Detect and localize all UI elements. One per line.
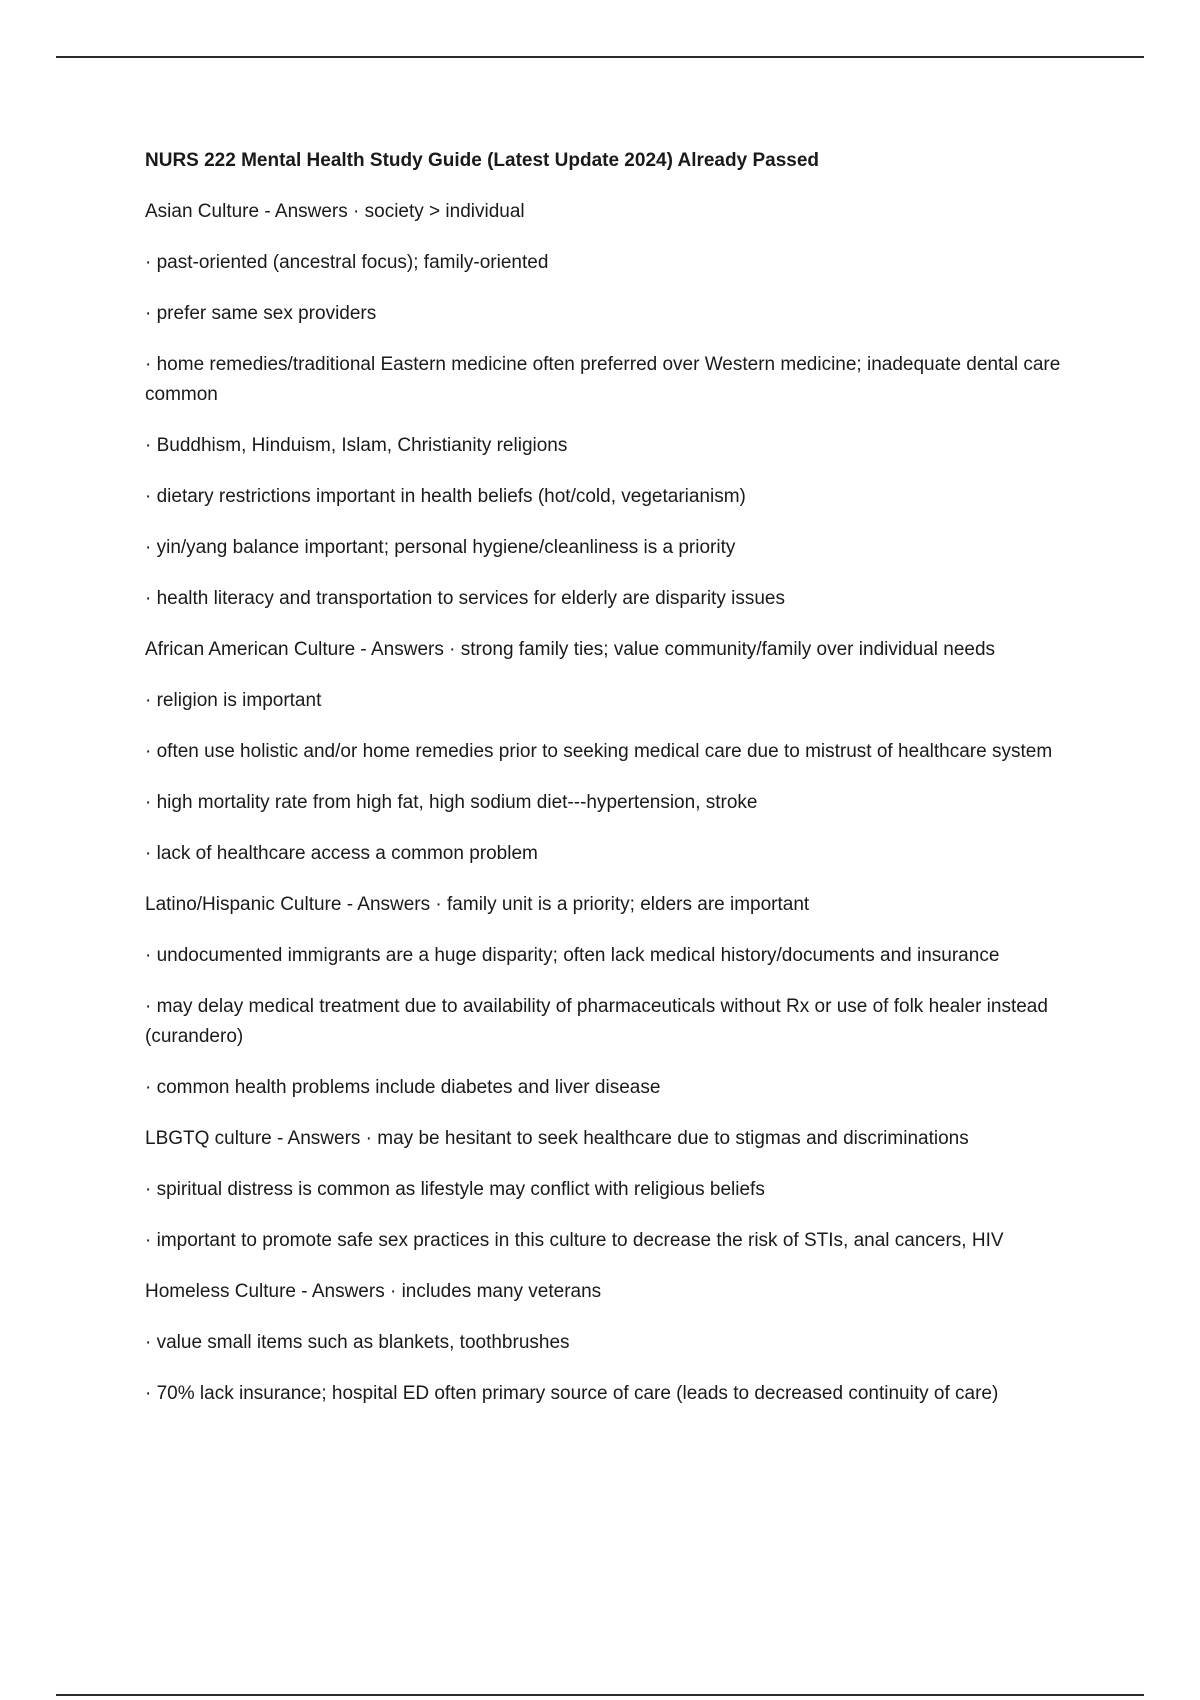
text-line: · 70% lack insurance; hospital ED often primary source of care (leads to decreased continuity of care) — [145, 1383, 999, 1404]
text-line: LBGTQ culture - Answers · may be hesitant to seek healthcare due to stigmas and discriminations — [145, 1128, 969, 1149]
text-line: · religion is important — [145, 690, 322, 711]
text-line: · home remedies/traditional Eastern medicine often preferred over Western medicine; inadequate dental care common — [145, 354, 1061, 405]
document-body — [145, 146, 1070, 1430]
text-line: · undocumented immigrants are a huge disparity; often lack medical history/documents and insurance — [145, 945, 1000, 966]
text-line: · common health problems include diabetes and liver disease — [145, 1077, 661, 1098]
text-line: Homeless Culture - Answers · includes many veterans — [145, 1281, 602, 1302]
text-line: · spiritual distress is common as lifestyle may conflict with religious beliefs — [145, 1179, 765, 1200]
text-line: · value small items such as blankets, toothbrushes — [145, 1332, 570, 1353]
text-line: · dietary restrictions important in health beliefs (hot/cold, vegetarianism) — [145, 486, 746, 507]
text-line: · yin/yang balance important; personal hygiene/cleanliness is a priority — [145, 537, 736, 558]
text-line: · often use holistic and/or home remedies prior to seeking medical care due to mistrust of healthcare system — [145, 741, 1053, 762]
document-title: NURS 222 Mental Health Study Guide (Latest Update 2024) Already Passed — [145, 150, 819, 171]
text-line: · high mortality rate from high fat, high sodium diet---hypertension, stroke — [145, 792, 758, 813]
text-line: · may delay medical treatment due to availability of pharmaceuticals without Rx or use of folk healer instead (curandero) — [145, 996, 1048, 1047]
text-line: African American Culture - Answers · strong family ties; value community/family over individual needs — [145, 639, 996, 660]
text-line: Latino/Hispanic Culture - Answers · family unit is a priority; elders are important — [145, 894, 810, 915]
text-line: · prefer same sex providers — [145, 303, 377, 324]
bottom-rule — [56, 1694, 1144, 1696]
text-line: · health literacy and transportation to services for elderly are disparity issues — [145, 588, 785, 609]
text-line: · lack of healthcare access a common problem — [145, 843, 538, 864]
text-line: · past-oriented (ancestral focus); family-oriented — [145, 252, 549, 273]
text-line: Asian Culture - Answers · society > individual — [145, 201, 525, 222]
text-line: · important to promote safe sex practices in this culture to decrease the risk of STIs, anal cancers, HIV — [145, 1230, 1004, 1251]
top-rule — [56, 56, 1144, 58]
text-line: · Buddhism, Hinduism, Islam, Christianity religions — [145, 435, 568, 456]
